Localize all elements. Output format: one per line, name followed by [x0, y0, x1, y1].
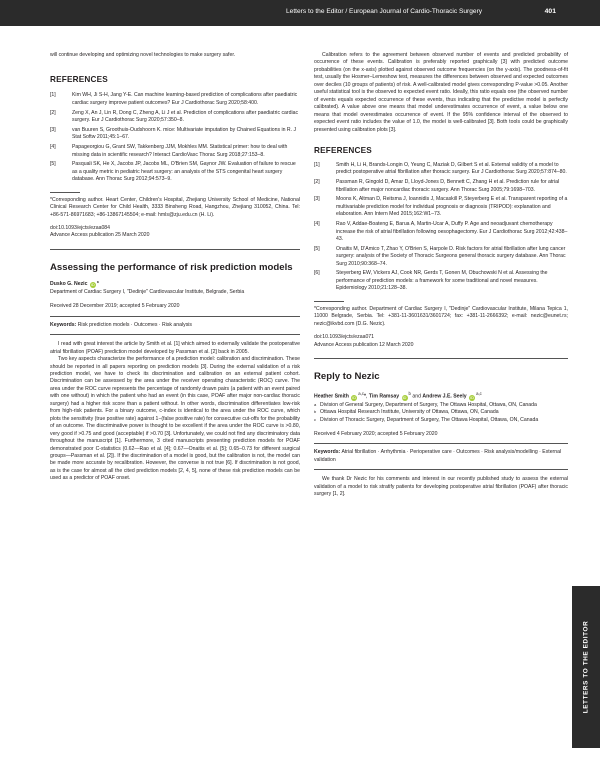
- reply-paragraph: We thank Dr Nezic for his comments and interest in our recently published study to assess the external validation of a model to risk stratify patients for developing postoperative atrial fibrillation (POAF) after thoracic surgery [1, 2].: [314, 476, 568, 498]
- author-name: Andrew J.E. Seely: [422, 394, 467, 401]
- affiliation-item: [314, 402, 568, 409]
- affiliation-text: Division of Thoracic Surgery, Department of Surgery, The Ottawa Hospital, Ottawa, ON, Canada: [320, 416, 539, 423]
- reference-item: [314, 221, 568, 243]
- keywords-rule-bottom: [50, 334, 300, 335]
- advance-access-text: Advance Access publication 25 March 2020: [50, 232, 150, 239]
- affiliation-marker: c: [314, 416, 316, 422]
- keywords-list: Atrial fibrillation · Arrhythmia · Perioperative care · Outcomes · Risk analysis/modelling · External validation: [314, 449, 562, 463]
- reference-number: [3]: [50, 126, 56, 133]
- reference-item: [50, 161, 300, 183]
- keywords-line: [50, 322, 300, 329]
- reference-number: [5]: [314, 245, 320, 252]
- reference-text: Zeng X, An J, Lin R, Dong C, Zheng A, Li J et al. Prediction of complications after paediatric cardiac surgery. Eur J Cardiothorac Surg 2020;57:350–8.: [72, 109, 299, 124]
- reference-number: [2]: [314, 179, 320, 186]
- author-sup: a,c: [358, 391, 365, 397]
- reference-number: [5]: [50, 161, 56, 168]
- footnote-rule: [314, 301, 344, 302]
- advance-access-text: Advance Access publication 12 March 2020: [314, 341, 414, 348]
- correspondence-text: *Corresponding author. Heart Center, Children's Hospital, Zhejiang University School of Medicine, National Clinical Research Center for Child Health, 3333 Binsheng Road, Hangzhou, Zhejiang 310052, China. Tel: +86-571-86971683; +86-13867145504; e-mail: hmls@zju.edu.cn (H. Li).: [50, 196, 300, 218]
- keywords-rule-bottom: [314, 469, 568, 470]
- affiliation-marker: a: [314, 401, 317, 407]
- article-title: Assessing the performance of risk prediction models: [50, 261, 293, 273]
- correspondence-text: *Corresponding author. Department of Cardiac Surgery I, "Dedinje" Cardiovascular Institute, Milana Tepica 1, 11000 Belgrade, Serbia. Tel: +381-11-3601631/3601724; fax: +381-11-2666392; e-mail: nezic@eunet.rs; nezic@ikvbd.com (D.G. Nezic).: [314, 305, 568, 327]
- reference-number: [4]: [50, 144, 56, 151]
- reference-number: [2]: [50, 109, 56, 116]
- reference-text: van Buuren S, Groothuis-Oudshoorn K. mice: Multivariate imputation by Chained Equations in R. J Stat Softw 2011;45:1–67.: [72, 126, 297, 141]
- author-name: Heather Smith: [314, 394, 349, 401]
- reference-item: [50, 110, 300, 125]
- reply-title: Reply to Nezic: [314, 370, 380, 382]
- reference-text: Rao V, Addae-Boateng E, Barua A, Martin-Ucar A, Duffy P. Age and neoadjuvant chemotherapy increase the risk of atrial fibrillation following oesophagectomy. Eur J Cardiothorac Surg 2012;42:438–43.: [336, 221, 568, 242]
- reference-item: [50, 144, 300, 159]
- author-line: Dusko G. Nezic iD *: [50, 281, 99, 288]
- author-line: Heather Smith iD$^{a,c}$*, Tim Ramsay $iD^b$ and Andrew J.E. Seely iD$^{a,c}$: [314, 391, 482, 401]
- affiliation-marker: b: [314, 409, 317, 415]
- right-column: [314, 52, 568, 499]
- journal-title: Letters to the Editor / European Journal of Cardio-Thoracic Surgery: [286, 8, 483, 15]
- reference-text: Smith H, Li H, Brands-Longin O, Yeung C, Maziak D, Gilbert S et al. External validity of a model to predict postoperative atrial fibrillation after thoracic surgery. Eur J Cardiothorac Surg 2020;57:874–80.: [336, 161, 567, 176]
- reference-number: [1]: [50, 92, 56, 99]
- body-paragraph: Two key aspects characterize the performance of a prediction model: calibration and discrimination. These should be reported in all papers reporting on prediction models [3]. During the external validation of a risk prediction model, we have to check its discrimination and calibration on an external patient cohort. Discrimination can be assessed by the area under the receiver operating characteristic (ROC) curve. The area under the ROC curve represents the percentage of randomly drawn pairs (a patient with an event paired with one without) in which the patient who had an event (in this case, POAF after major non-cardiac thoracic surgery) had a higher risk score than a patient without. In other words, discrimination differentiates low-risk from high-risk patients. For a binary outcome, c-index is identical to the area under the ROC curve, which plots the sensitivity (true positive rate) against 1−(false positive rate) for consecutive cut-offs for the probability of an outcome. The discriminative power is thought to be excellent if the area under the ROC curve is >0.80, very good if >0.75 and good (acceptable) if >0.70 [3]. Unfortunately, we could not find any discriminatory data throughout the manuscript [1]. Furthermore, 3 cited manuscripts presenting prediction models for POAF demonstrated poor C-statistics (0.62—Rao et al. [4]; 0.67—Onaitis et al. [5]; 0.65–0.73 for different surgical groups—Passman et al. [2]). If the discrimination of a model is good, but the calibration is not, the model can be made more accurate by recalibration. However, the converse is not true [6]. If discrimination is not good, as is the case for almost all the cited prediction models [2, 4, 5], none of these risk prediction models can be used as a predictor of POAF onset.: [50, 356, 300, 482]
- affiliation-text: Division of General Surgery, Department of Surgery, The Ottawa Hospital, Ottawa, ON, Canada: [320, 401, 537, 408]
- received-dates: Received 4 February 2020; accepted 5 February 2020: [314, 431, 438, 438]
- author-name: Tim Ramsay: [368, 394, 400, 401]
- affiliation-list: [314, 402, 568, 424]
- received-dates: Received 28 December 2019; accepted 5 February 2020: [50, 303, 180, 310]
- correspondence-block: [314, 301, 568, 349]
- author-sup: a,c: [476, 391, 482, 397]
- page-number: 401: [544, 8, 556, 15]
- keywords-rule: [50, 316, 300, 317]
- keywords-list: Risk prediction models · Outcomes · Risk analysis: [77, 321, 192, 328]
- doi-text: doi:10.1093/ejcts/ezaa071: [314, 334, 375, 341]
- orcid-icon[interactable]: iD: [470, 395, 474, 401]
- reference-item: [314, 246, 568, 268]
- orcid-icon[interactable]: iD: [90, 282, 95, 288]
- reference-list: [314, 162, 568, 293]
- reference-text: Steyerberg EW, Vickers AJ, Cook NR, Gerds T, Gonen M, Obuchowski N et al. Assessing the performance of prediction models: a framework for some traditional and novel measures. Epidemiology 2010;21:128–38.: [336, 270, 548, 292]
- reference-item: [50, 127, 300, 142]
- author-sup: b: [408, 391, 411, 397]
- reference-text: Kim WH, Ji S-H, Jang Y-E. Can machine learning-based prediction of complications after paediatric cardiac surgery improve patient outcomes? Eur J Cardiothorac Surg 2020;58:400.: [72, 92, 298, 106]
- reference-item: [314, 179, 568, 194]
- reference-number: [3]: [314, 196, 320, 203]
- affiliation-item: [314, 417, 568, 424]
- side-tab-label: LETTERS TO THE EDITOR: [582, 620, 590, 714]
- references-heading: REFERENCES: [314, 145, 372, 155]
- reference-text: Pasquali SK, He X, Jacobs JP, Jacobs ML, O'Brien SM, Gaynor JW. Evaluation of failure to rescue as a quality metric in pediatric heart surgery: an analysis of the STS congenital heart surgery database. Ann Thorac Surg 2012;94:573–9.: [72, 161, 296, 183]
- affiliation-item: [314, 409, 568, 416]
- affiliation-text: Ottawa Hospital Research Institute, University of Ottawa, Ottawa, ON, Canada: [320, 409, 499, 416]
- running-header: [0, 0, 600, 26]
- reference-item: [50, 92, 300, 107]
- intro-text: will continue developing and optimizing novel technologies to make surgery safer.: [50, 52, 236, 58]
- keywords-label: Keywords:: [50, 321, 77, 328]
- body-paragraph: I read with great interest the article by Smith et al. [1] which aimed to externally validate the postoperative atrial fibrillation (POAF) prediction model developed by Passman et al. [2] back in 2005.: [50, 341, 300, 355]
- author-and: and: [412, 394, 421, 401]
- orcid-icon[interactable]: iD: [352, 395, 357, 401]
- reference-number: [1]: [314, 161, 320, 168]
- reference-item: [314, 270, 568, 292]
- calibration-paragraph: Calibration refers to the agreement between observed number of events and predicted probability of occurrence of these events. Calibration is preferably reported graphically [3] with predicted outcome probabilities (on the x-axis) plotted against observed outcome frequencies (on the y-axis). The goodness-of-fit test, usually the Hosmer–Lemeshow test, measures the differences between observed and expected outcomes over deciles (10 groups of patients) of risk. A well-calibrated model gives corresponding P-value >0.05. Another useful statistical tool is the observed to expected event ratio. Ideally, this ratio equals one (the observed number of events equals expected occurrence of these events, thus indicating that the predictive model is perfectly calibrated). A value above one means that model underestimates occurrence of event, a value below one means that model overestimates occurrence of event. If the 95% confidence interval of the observed to expected event ratio includes the value of 1.0, the model is well-calibrated [3]. Both tools could be graphically presented using calibration plots [3].: [314, 52, 568, 133]
- keywords-line: [314, 449, 568, 464]
- section-divider: [314, 358, 568, 359]
- keywords-rule: [314, 443, 568, 444]
- keywords-label: Keywords:: [314, 449, 341, 456]
- reference-number: [6]: [314, 270, 320, 277]
- correspondence-block: [50, 192, 300, 240]
- reference-text: Moons K, Altman D, Reitsma J, Ioannidis J, Macaskill P, Steyerberg E et al. Transparent reporting of a multivariable prediction model for individual prognosis or diagnosis (TRIPOD): explanation and elaboration. Ann Intern Med 2015;162:W1–73.: [336, 196, 568, 218]
- author-affiliation: Department of Cardiac Surgery I, "Dedinje" Cardiovascular Institute, Belgrade, Serbia: [50, 288, 245, 295]
- reference-text: Onaitis M, D'Amico T, Zhao Y, O'Brien S, Harpole D. Risk factors for atrial fibrillation after lung cancer surgery: analysis of the Society of Thoracic Surgeons general thoracic surgery database. Ann Thorac Surg 2010;90:368–74.: [336, 245, 566, 267]
- reference-text: Passman R, Gingold D, Amar D, Lloyd-Jones D, Bennett C, Zhang H et al. Prediction rule for atrial fibrillation after major noncardiac thoracic surgery. Ann Thorac Surg 2005;79:1698–703.: [336, 179, 560, 193]
- section-divider: [50, 249, 300, 250]
- section-side-tab: [572, 586, 600, 748]
- reference-number: [4]: [314, 221, 320, 228]
- left-column: [50, 52, 300, 483]
- references-heading: REFERENCES: [50, 75, 108, 85]
- orcid-icon[interactable]: iD: [402, 395, 407, 401]
- doi-text: doi:10.1093/ejcts/ezaa084: [50, 224, 111, 231]
- reference-item: [314, 196, 568, 218]
- footnote-rule: [50, 192, 80, 193]
- reference-item: [314, 162, 568, 177]
- reference-list: [50, 92, 300, 183]
- reference-text: Papageorgiou G, Grant SW, Takkenberg JJM, Mokhles MM. Statistical primer: how to deal with missing data in scientific research? Interact CardioVasc Thorac Surg 2018;27:153–8.: [72, 144, 288, 158]
- author-name: Dusko G. Nezic: [50, 281, 88, 288]
